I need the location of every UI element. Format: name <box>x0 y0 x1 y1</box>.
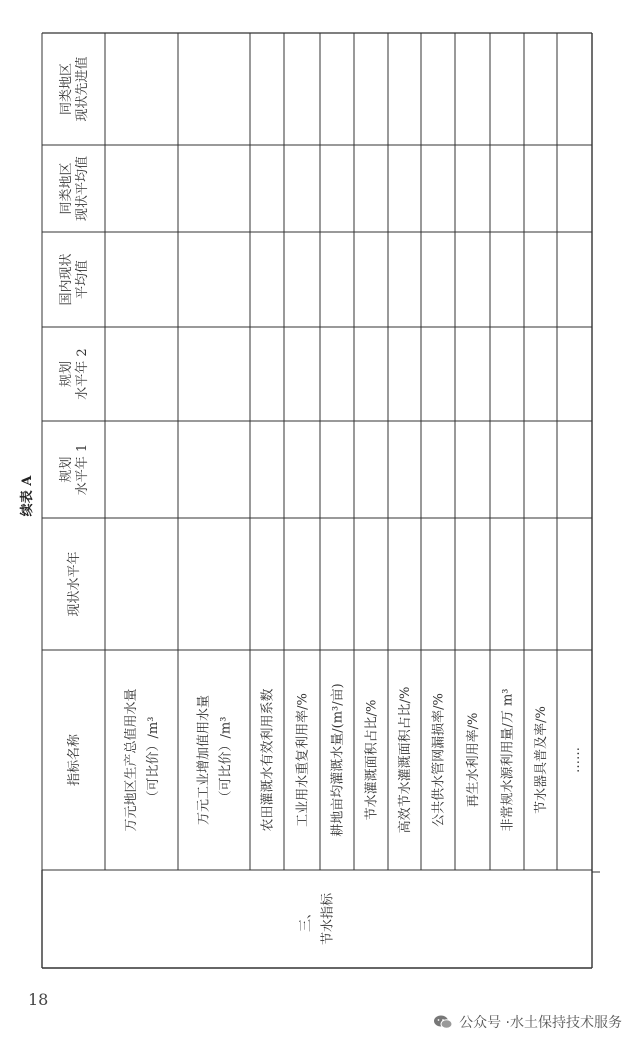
watermark-name: 水土保持技术服务 <box>510 1015 622 1031</box>
indicator-row-9-line: 再生水利用率/% <box>466 712 481 808</box>
page-number: 18 <box>28 990 49 1009</box>
indicator-row-6 <box>364 700 380 821</box>
indicator-row-12 <box>568 747 583 773</box>
indicator-row-1-line: 万元地区生产总值用水量 <box>124 688 139 832</box>
indicator-row-2 <box>196 695 234 825</box>
header-plan-year-1-line: 水平年 1 <box>75 443 90 496</box>
indicator-row-1 <box>123 688 161 831</box>
category-cell <box>299 892 336 945</box>
header-current-level-line: 现状水平年 <box>67 551 82 617</box>
category-cell-line: 节水指标 <box>320 892 336 946</box>
watermark <box>433 1012 622 1032</box>
category-cell-line: 三、 <box>298 905 314 933</box>
header-similar-advanced <box>58 56 90 121</box>
watermark-prefix: 公众号 · <box>459 1015 510 1031</box>
header-plan-year-2-line: 规划 <box>59 360 74 388</box>
header-indicator-name <box>66 733 82 786</box>
indicator-row-8-line: 公共供水管网漏损率/% <box>431 693 447 827</box>
header-similar-average-line: 现状平均值 <box>75 155 90 222</box>
header-current-level <box>66 551 82 616</box>
indicator-row-10-line: 非常规水源利用量/万 m³ <box>500 688 516 832</box>
indicator-row-3 <box>260 688 276 831</box>
indicator-row-4 <box>295 693 311 827</box>
indicator-row-11-line: 节水器具普及率/% <box>534 706 549 814</box>
header-indicator-name-line: 指标名称 <box>67 733 82 787</box>
indicator-row-11 <box>533 706 549 814</box>
indicator-row-5-line: 耕地亩均灌溉水量/(m³/亩) <box>330 683 346 837</box>
header-similar-advanced-line: 现状先进值 <box>75 56 90 122</box>
indicator-row-9 <box>465 713 481 808</box>
header-national-average <box>58 253 90 305</box>
wechat-icon <box>433 1014 453 1030</box>
indicator-row-4-line: 工业用水重复利用率/% <box>295 693 311 827</box>
header-plan-year-2-line: 水平年 2 <box>75 348 90 400</box>
indicator-row-10 <box>500 688 516 831</box>
indicator-row-3-line: 农田灌溉水有效利用系数 <box>260 688 276 832</box>
indicator-row-2-line: 万元工业增加值用水量 <box>196 694 212 826</box>
header-plan-year-1 <box>58 444 90 495</box>
header-similar-average-line: 同类地区 <box>59 162 74 215</box>
header-similar-advanced-line: 同类地区 <box>59 62 74 116</box>
header-national-average-line: 平均值 <box>75 259 90 300</box>
indicator-row-1-line: （可比价）/m³ <box>146 716 161 804</box>
indicator-row-5 <box>330 683 346 836</box>
indicator-row-7 <box>397 687 413 834</box>
header-similar-average <box>58 156 90 221</box>
indicator-row-7-line: 高效节水灌溉面积占比/% <box>398 686 413 834</box>
indicator-row-2-line: （可比价）/m³ <box>218 716 234 804</box>
header-national-average-line: 国内现状 <box>59 253 74 306</box>
indicator-row-8 <box>431 693 447 827</box>
indicator-row-6-line: 节水灌溉面积占比/% <box>364 699 380 821</box>
header-plan-year-2 <box>58 348 90 399</box>
indicator-row-12-line: …… <box>568 747 583 773</box>
header-plan-year-1-line: 规划 <box>59 456 74 483</box>
table-caption: 续表 A <box>20 475 35 517</box>
